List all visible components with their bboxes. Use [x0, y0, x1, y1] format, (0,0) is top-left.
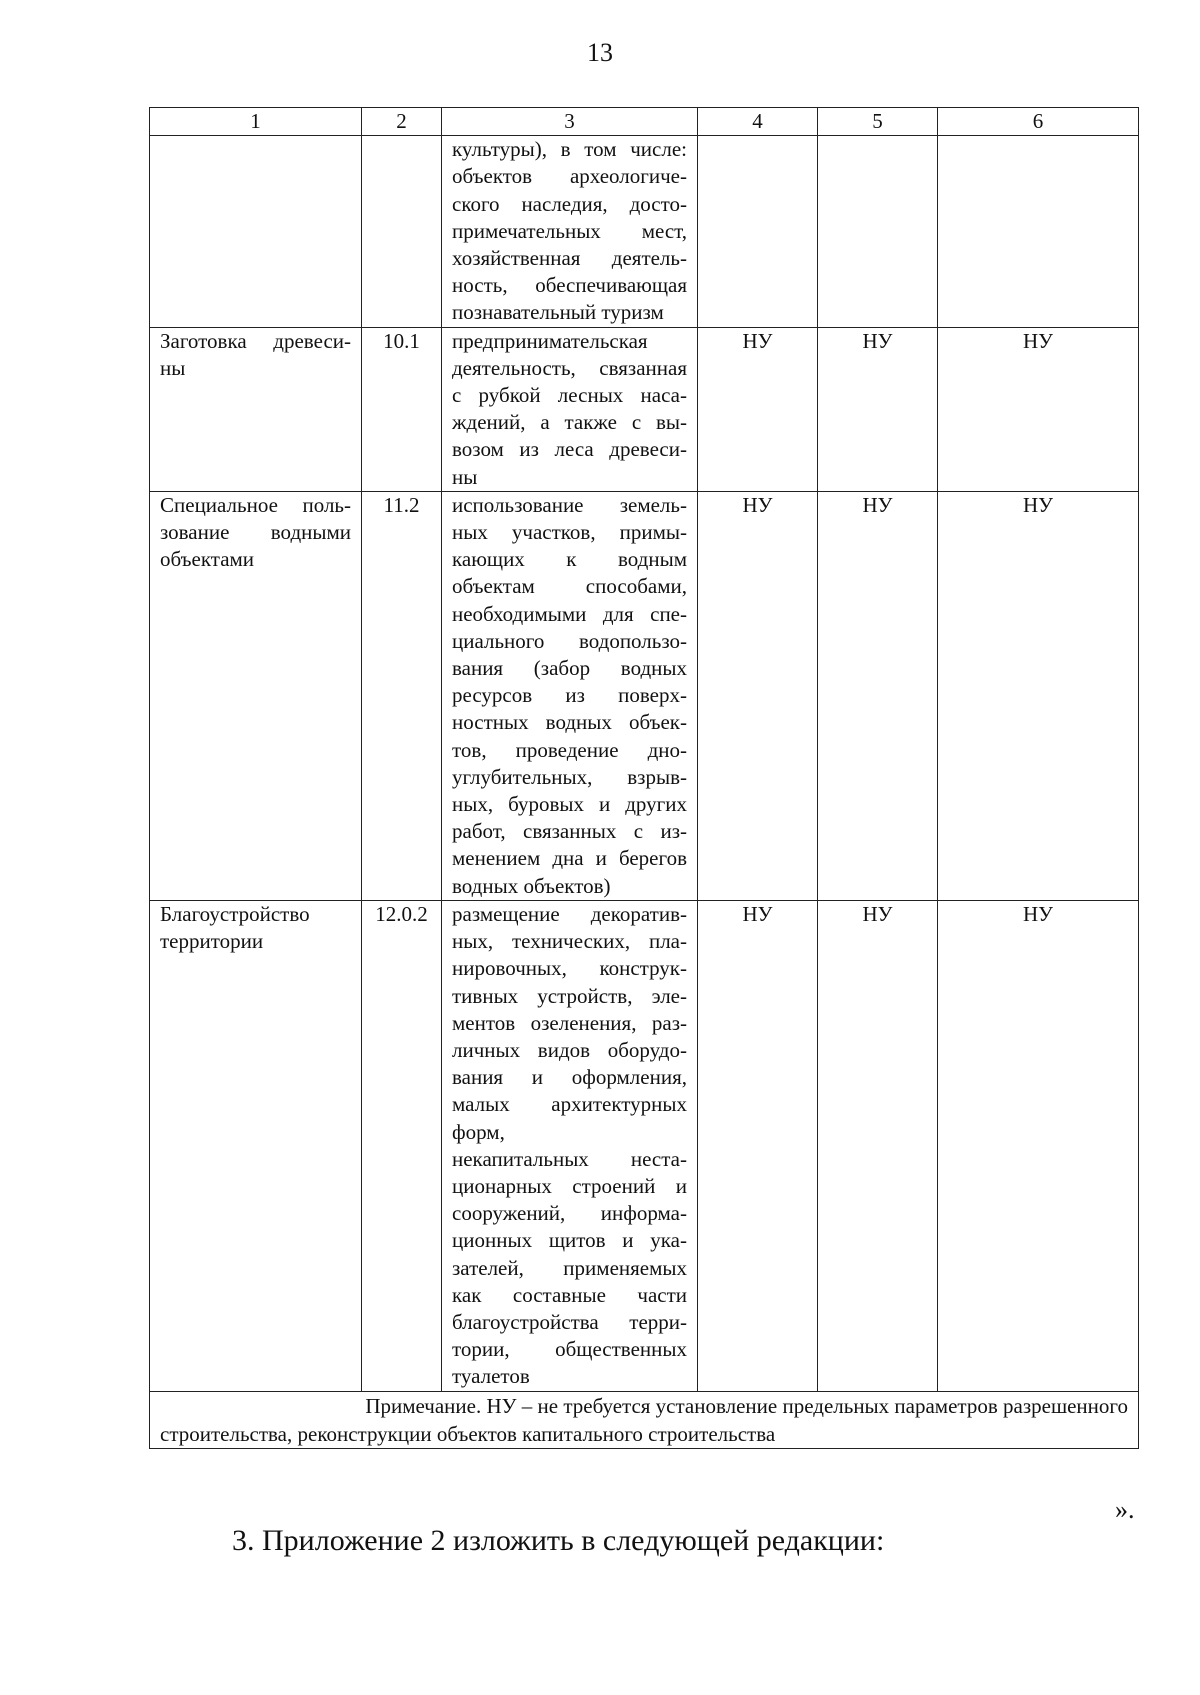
description-line: ресурсов из поверх- — [452, 683, 687, 708]
description-line: предпринимательская — [452, 328, 648, 353]
use-type-cell — [150, 136, 362, 327]
table-note — [150, 1391, 1139, 1448]
description-line: ных, технических, пла- — [452, 929, 687, 954]
description-line: размещение декоратив- — [452, 901, 687, 926]
header-cell: 5 — [818, 108, 938, 136]
parameter-cell: НУ — [818, 327, 938, 491]
parameter-cell — [818, 136, 938, 327]
code-cell — [362, 136, 442, 327]
header-cell: 6 — [938, 108, 1139, 136]
description-line: ждений, а также с вы- — [452, 410, 687, 435]
parameter-cell: НУ — [698, 491, 818, 900]
header-cell: 4 — [698, 108, 818, 136]
description-line: объектов археологиче- — [452, 164, 687, 189]
description-line: культуры), в том числе: — [452, 137, 687, 162]
description-line: тов, проведение дно- — [452, 737, 687, 762]
parameter-cell: НУ — [698, 900, 818, 1391]
description-line: объектам способами, — [452, 574, 687, 599]
description-line: зателей, применяемых — [452, 1255, 687, 1280]
table-row — [150, 327, 1139, 491]
description-line: как составные части — [452, 1282, 687, 1307]
description-line: малых архитектурных — [452, 1092, 687, 1117]
description-line: форм, — [452, 1119, 505, 1144]
parameter-cell — [698, 136, 818, 327]
code-cell: 10.1 — [362, 327, 442, 491]
description-line: ского наследия, досто- — [452, 191, 687, 216]
parameter-cell — [938, 136, 1139, 327]
parameter-cell: НУ — [938, 327, 1139, 491]
description-line: кающих к водным — [452, 547, 687, 572]
use-type-cell: Благоустройство территории — [150, 900, 362, 1391]
table-row — [150, 900, 1139, 1391]
note-line: строительства, реконструкции объектов капитального строительства — [160, 1421, 776, 1446]
description-line: ны — [452, 464, 478, 489]
description-line: водных объектов) — [452, 873, 611, 898]
description-line: познавательный туризм — [452, 300, 664, 325]
description-line: ность, обеспечивающая — [452, 273, 687, 298]
description-line: ционарных строений и — [452, 1173, 687, 1198]
page-number: 13 — [587, 38, 613, 67]
code-cell: 11.2 — [362, 491, 442, 900]
description-line: некапитальных неста- — [452, 1146, 687, 1171]
parameter-cell: НУ — [698, 327, 818, 491]
table-header-row — [150, 108, 1139, 136]
table-row — [150, 491, 1139, 900]
description-line: работ, связанных с из- — [452, 819, 687, 844]
description-line: тории, общественных — [452, 1337, 687, 1362]
description-line: ностных водных объек- — [452, 710, 687, 735]
description-line: вания (забор водных — [452, 656, 687, 681]
use-type-cell: Заготовка древеси-ны — [150, 327, 362, 491]
code-cell: 12.0.2 — [362, 900, 442, 1391]
description-line: туалетов — [452, 1364, 530, 1389]
description-line: углубительных, взрыв- — [452, 764, 687, 789]
header-cell: 1 — [150, 108, 362, 136]
description-line: хозяйственная деятель- — [452, 246, 687, 271]
description-line: ных участков, примы- — [452, 520, 687, 545]
header-cell: 2 — [362, 108, 442, 136]
closing-quote: ». — [1115, 1495, 1135, 1524]
description-line: необходимыми для спе- — [452, 601, 687, 626]
table-row — [150, 136, 1139, 327]
description-line: менением дна и берегов — [452, 846, 687, 871]
header-cell: 3 — [442, 108, 698, 136]
description-cell — [442, 136, 698, 327]
note-line: Примечание. НУ – не требуется установление предельных параметров разрешенного — [365, 1393, 1128, 1418]
description-line: вания и оформления, — [452, 1065, 687, 1090]
item-heading: 3. Приложение 2 изложить в следующей редакции: — [232, 1524, 885, 1557]
description-line: деятельность, связанная — [452, 355, 687, 380]
description-line: ментов озеленения, раз- — [452, 1010, 687, 1035]
description-cell — [442, 900, 698, 1391]
description-line: возом из леса древеси- — [452, 437, 687, 462]
description-line: благоустройства терри- — [452, 1309, 687, 1334]
description-line: сооружений, информа- — [452, 1201, 687, 1226]
land-use-table — [149, 107, 1139, 1449]
note-row — [150, 1391, 1139, 1448]
parameter-cell: НУ — [938, 900, 1139, 1391]
use-type-cell: Специальное поль-зование водными объектами — [150, 491, 362, 900]
description-line: тивных устройств, эле- — [452, 983, 687, 1008]
description-line: примечательных мест, — [452, 218, 687, 243]
description-line: использование земель- — [452, 492, 687, 517]
parameter-cell: НУ — [938, 491, 1139, 900]
description-line: циального водопользо- — [452, 628, 687, 653]
description-line: ционных щитов и ука- — [452, 1228, 687, 1253]
description-line: с рубкой лесных наса- — [452, 383, 687, 408]
description-line: нировочных, конструк- — [452, 956, 687, 981]
description-cell — [442, 327, 698, 491]
description-cell — [442, 491, 698, 900]
description-line: ных, буровых и других — [452, 792, 687, 817]
description-line: личных видов оборудо- — [452, 1037, 687, 1062]
parameter-cell: НУ — [818, 900, 938, 1391]
parameter-cell: НУ — [818, 491, 938, 900]
